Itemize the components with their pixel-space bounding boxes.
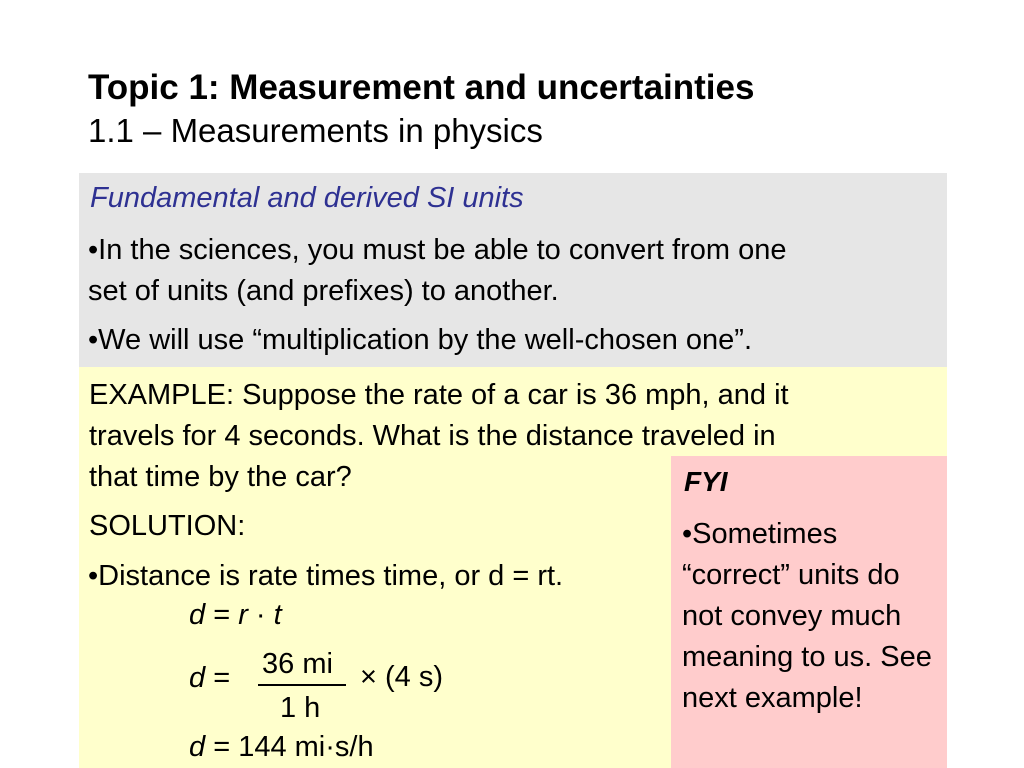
bullet-icon: •	[88, 324, 99, 356]
solution-bullet: •Distance is rate times time, or d = rt.	[88, 560, 564, 592]
fyi-heading: FYI	[684, 466, 728, 497]
example-line-3: that time by the car?	[89, 461, 352, 493]
section-subtitle: 1.1 – Measurements in physics	[88, 112, 543, 149]
concept-bullet-2: •We will use “multiplication by the well-chosen one”.	[88, 324, 753, 356]
bullet-icon: •	[682, 518, 693, 550]
equation-1: d = r · t	[189, 599, 282, 631]
solution-label: SOLUTION:	[89, 510, 246, 542]
equation-2-multiplier: × (4 s)	[360, 661, 443, 693]
fyi-text: •Sometimes “correct” units do not convey much meaning to us. See next example!	[682, 518, 932, 714]
bullet-icon: •	[88, 560, 99, 592]
topic-title: Topic 1: Measurement and uncertainties	[88, 68, 755, 107]
bullet-icon: •	[88, 234, 99, 266]
slide-title	[88, 66, 754, 152]
fraction-bar	[258, 684, 346, 686]
fraction-numerator: 36 mi	[262, 648, 333, 680]
concept-subheading: Fundamental and derived SI units	[90, 182, 524, 214]
example-line-2: travels for 4 seconds. What is the distance traveled in	[89, 420, 776, 452]
example-line-1: EXAMPLE: Suppose the rate of a car is 36 mph, and it	[89, 379, 789, 411]
equation-2-lhs: d =	[189, 662, 231, 694]
concept-bullet-1-cont: set of units (and prefixes) to another.	[88, 275, 559, 307]
equation-3: d = 144 mi·s/h	[189, 731, 374, 763]
concept-bullet-1: •In the sciences, you must be able to convert from one	[88, 234, 787, 266]
fraction-denominator: 1 h	[280, 692, 321, 724]
